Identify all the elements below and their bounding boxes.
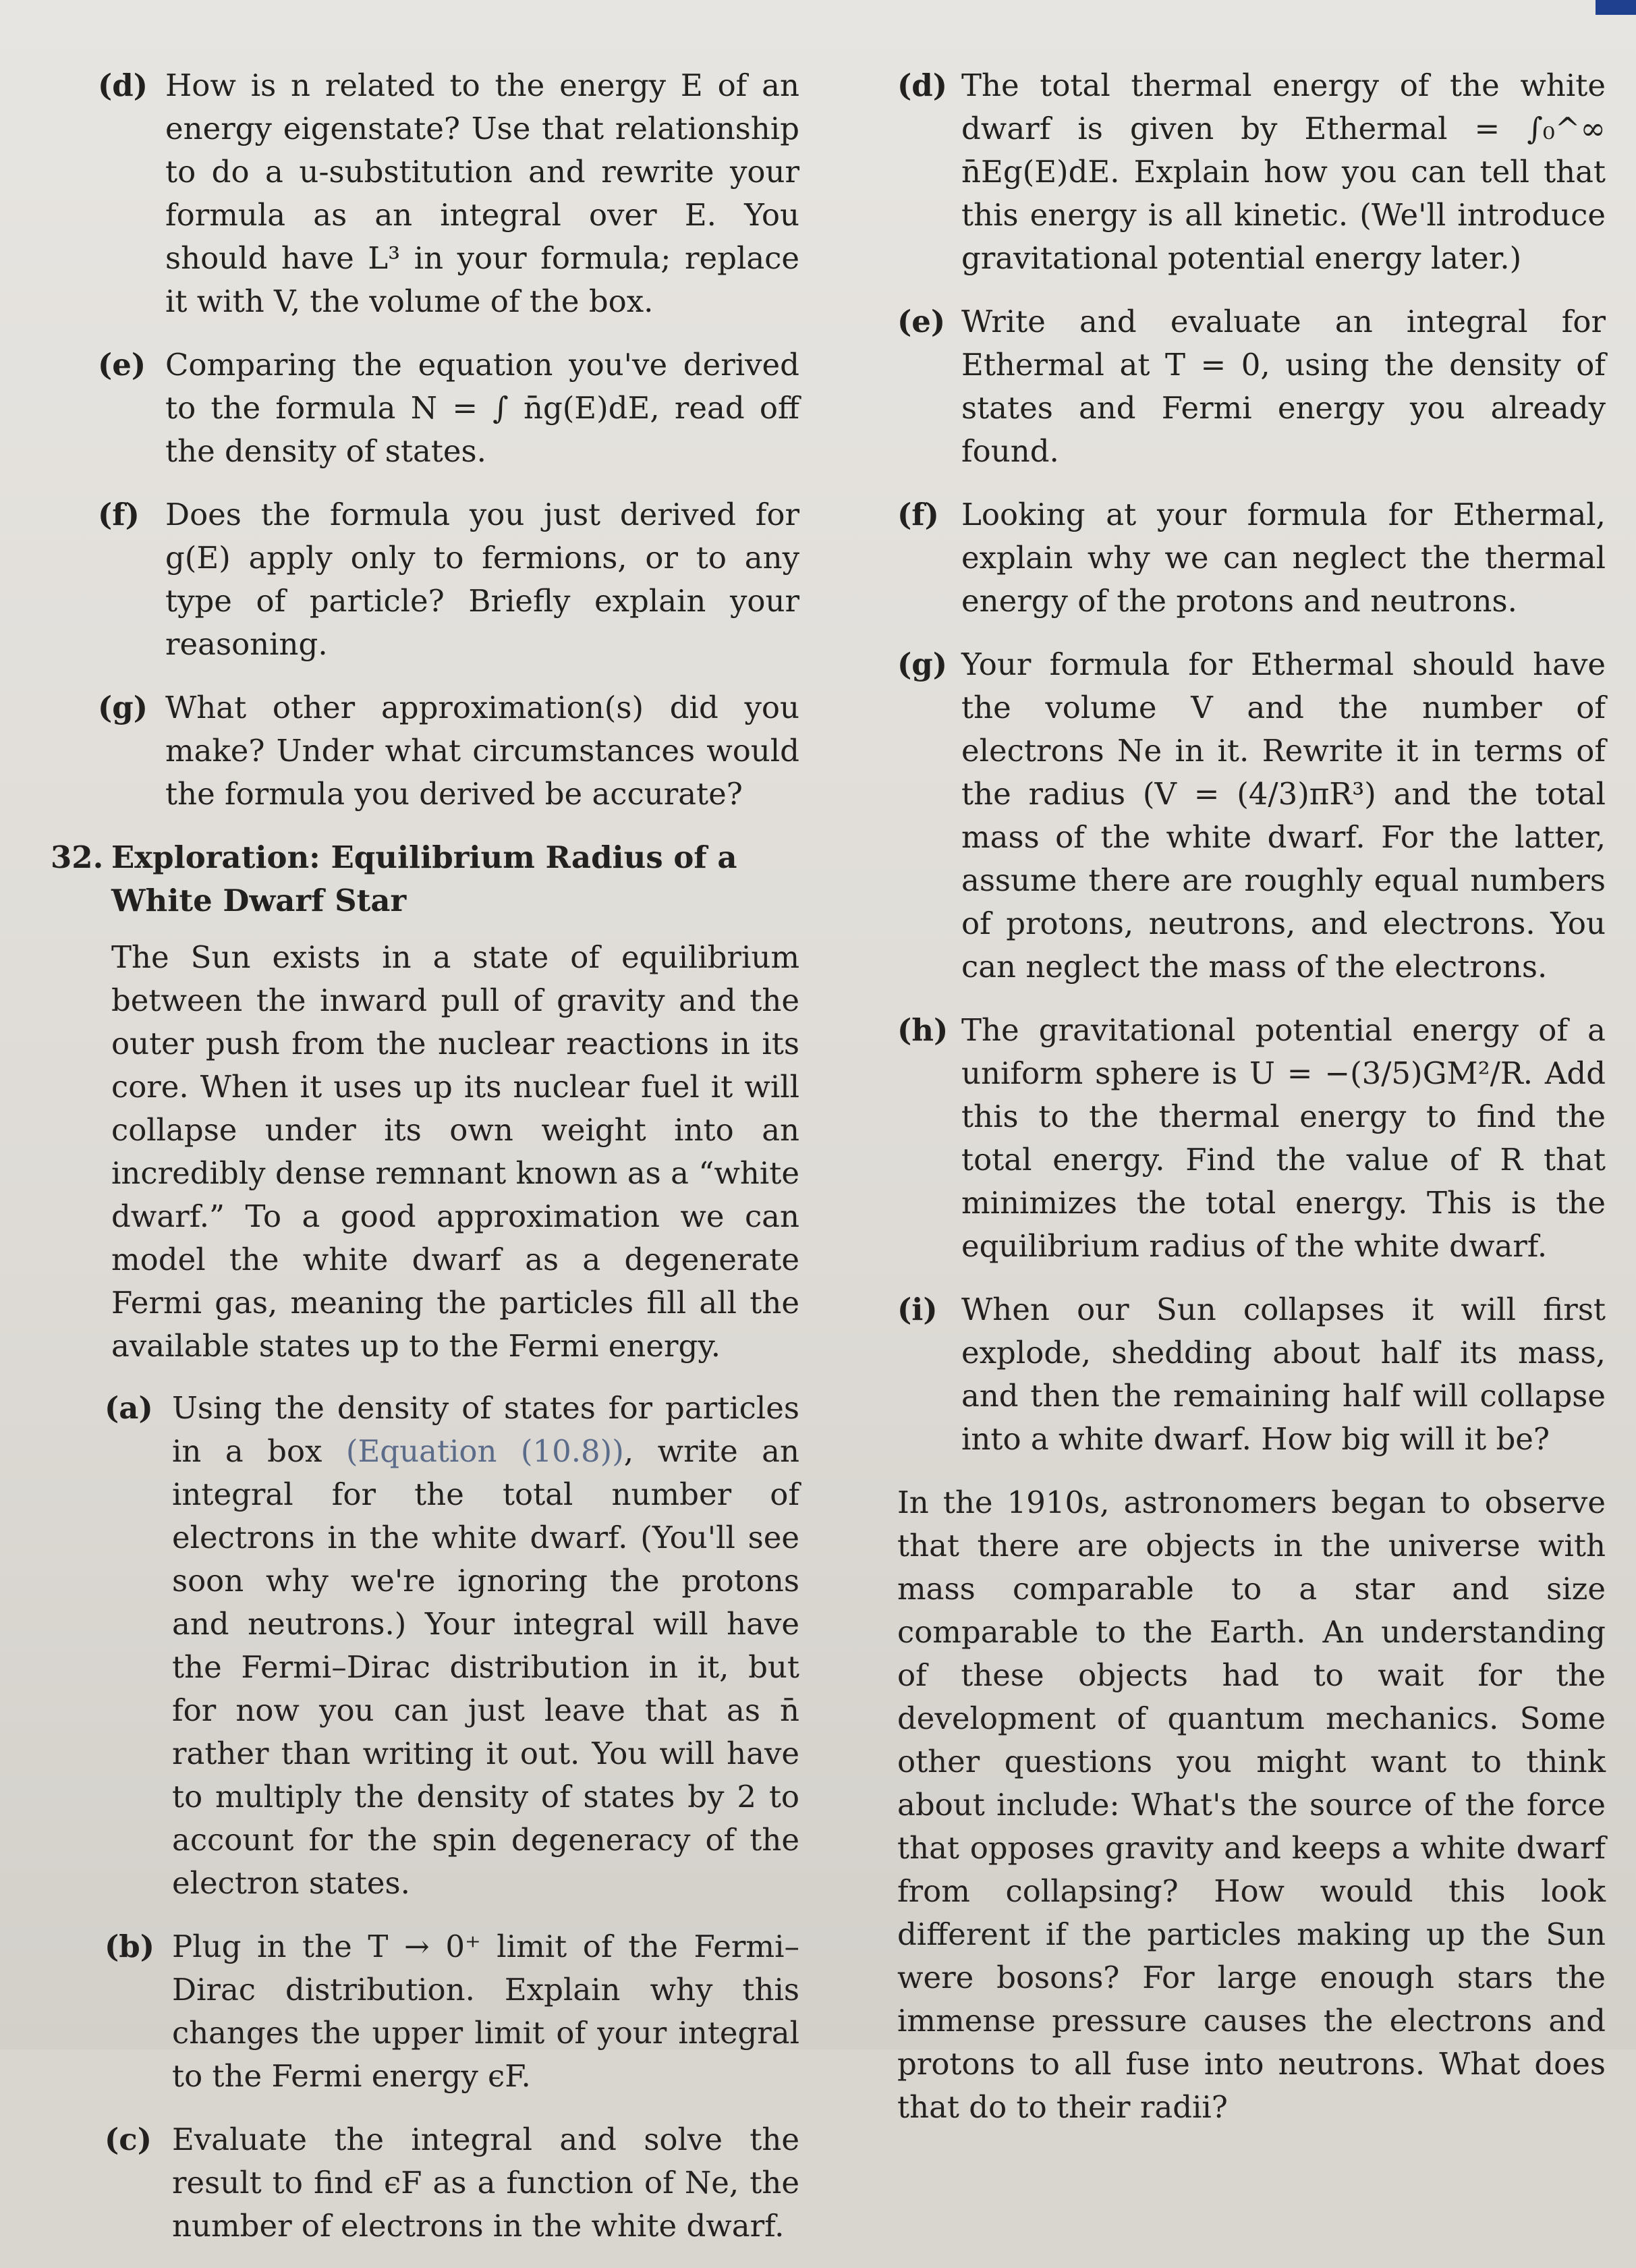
part-text: Evaluate the integral and solve the result to find ϵF as a function of Ne, the number of electrons in the white dwarf. — [172, 2122, 799, 2244]
part-h — [897, 1009, 1606, 1268]
part-f-left — [51, 493, 799, 666]
part-text: Looking at your formula for Ethermal, explain why we can neglect the thermal energy of the protons and neutrons. — [961, 497, 1606, 619]
part-b — [78, 1925, 799, 2098]
part-label: (f) — [98, 497, 140, 532]
part-text: When our Sun collapses it will first explode, shedding about half its mass, and then the remaining half will collapse into a white dwarf. How big will it be? — [961, 1292, 1606, 1457]
problem-title: Exploration: Equilibrium Radius of a White Dwarf Star — [111, 839, 737, 918]
part-text — [172, 1387, 799, 1905]
part-text-before: Using the density of states for particles in a box — [172, 1390, 799, 1469]
part-label: (e) — [98, 347, 146, 383]
part-a — [78, 1387, 799, 1905]
right-column — [897, 64, 1606, 2129]
part-label: (g) — [98, 690, 148, 725]
equation-link[interactable]: (Equation (10.8)) — [345, 1433, 624, 1469]
left-parts-top — [51, 64, 799, 816]
left-column — [51, 64, 799, 2268]
closing-paragraph: In the 1910s, astronomers began to observe that there are objects in the universe with mass comparable to a star and size comparable to the Earth. An understanding of these objects had to wait for the development of quantum mechanics. Some other questions you might want to think about include: What's the source of the force that opposes gravity and keeps a white dwarf from collapsing? How would this look different if the particles making up the Sun were bosons? For large enough stars the immense pressure causes the electrons and protons to all fuse into neutrons. What does that do to their radii? — [897, 1485, 1606, 2125]
problem-intro: The Sun exists in a state of equilibrium between the inward pull of gravity and the outer push from the nuclear reactions in its core. When it uses up its nuclear fuel it will collapse under its own weight into an incredibly dense remnant known as a “white dwarf.” To a good approximation we can model the white dwarf as a degenerate Fermi gas, meaning the particles fill all the available states up to the Fermi energy. — [111, 939, 799, 1364]
part-text: Does the formula you just derived for g(E) apply only to fermions, or to any type of particle? Briefly explain your reasoning. — [165, 497, 799, 662]
part-e-right — [897, 300, 1606, 473]
part-g-right — [897, 643, 1606, 989]
part-c — [78, 2118, 799, 2248]
part-i — [897, 1288, 1606, 1461]
part-label: (d) — [897, 67, 948, 103]
part-label: (a) — [105, 1390, 153, 1426]
part-text: The gravitational potential energy of a uniform sphere is U = −(3/5)GM²/R. Add this to the thermal energy to find the total energy. Find the value of R that minimizes the total energy. This is the equilibrium radius of the white dwarf. — [961, 1012, 1606, 1264]
corner-marker — [1596, 0, 1636, 15]
problem-number: 32. — [51, 839, 104, 875]
part-text: Write and evaluate an integral for Ethermal at T = 0, using the density of states and Fermi energy you already found. — [961, 304, 1606, 469]
part-label: (e) — [897, 304, 946, 339]
problem-heading — [51, 836, 799, 922]
part-label: (c) — [105, 2122, 152, 2157]
part-label: (g) — [897, 646, 948, 682]
part-label: (i) — [897, 1292, 938, 1327]
part-f-right — [897, 493, 1606, 623]
part-label: (h) — [897, 1012, 949, 1048]
part-label: (d) — [98, 67, 148, 103]
part-text: Comparing the equation you've derived to the formula N = ∫ n̄g(E)dE, read off the density of states. — [165, 347, 799, 469]
part-text: Plug in the T → 0⁺ limit of the Fermi–Dirac distribution. Explain why this changes the upper limit of your integral to the Fermi energy ϵF. — [172, 1929, 799, 2094]
problem-parts — [51, 1387, 799, 2248]
part-text: How is n related to the energy E of an energy eigenstate? Use that relationship to do a u-substitution and rewrite your formula as an integral over E. You should have L³ in your formula; replace it with V, the volume of the box. — [165, 67, 799, 319]
part-label: (b) — [105, 1929, 155, 1964]
part-e-left — [51, 343, 799, 473]
part-text-after: , write an integral for the total number of electrons in the white dwarf. (You'll see soon why we're ignoring the protons and neutrons.) Your integral will have the Fermi–Dirac distribution in it, but for now you can just leave that as n̄ rather than writing it out. You will have to multiply the density of states by 2 to account for the spin degeneracy of the electron states. — [172, 1433, 799, 1901]
part-label: (f) — [897, 497, 939, 532]
part-d-right — [897, 64, 1606, 280]
part-text: What other approximation(s) did you make? Under what circumstances would the formula you derived be accurate? — [165, 690, 799, 812]
part-text: Your formula for Ethermal should have the volume V and the number of electrons Ne in it. Rewrite it in terms of the radius (V = (4/3)πR³) and the total mass of the white dwarf. For the latter, assume there are roughly equal numbers of protons, neutrons, and electrons. You can neglect the mass of the electrons. — [961, 646, 1606, 985]
part-g-left — [51, 686, 799, 816]
part-text: The total thermal energy of the white dwarf is given by Ethermal = ∫₀^∞ n̄Eg(E)dE. Explain how you can tell that this energy is all kinetic. (We'll introduce gravitational potential energy later.) — [961, 67, 1606, 276]
part-d-left — [51, 64, 799, 323]
